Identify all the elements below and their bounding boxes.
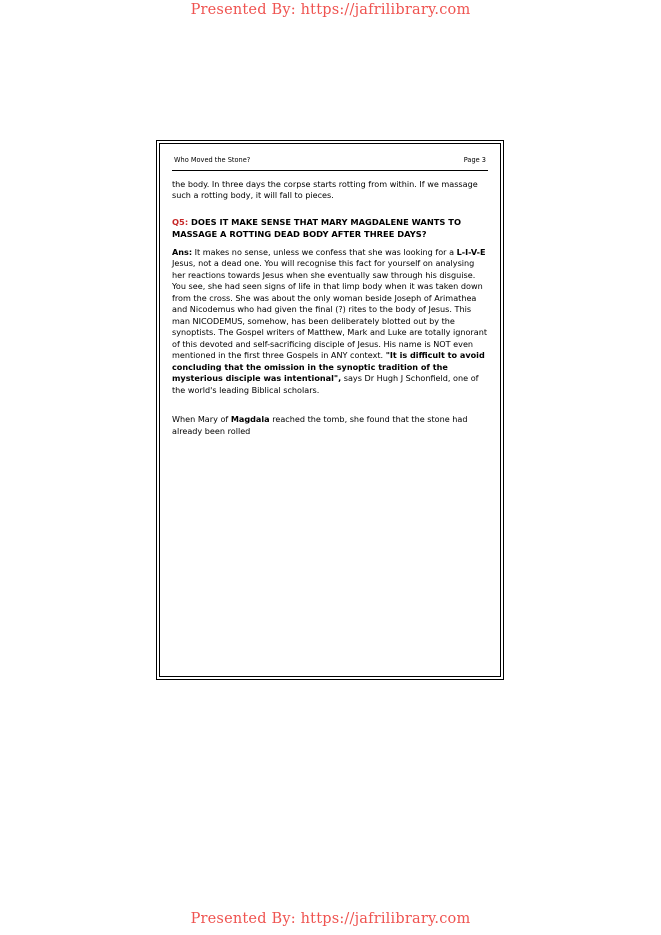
page-header <box>172 154 488 164</box>
watermark-bottom: Presented By: https://jafrilibrary.com <box>190 911 471 927</box>
page-number: Page 3 <box>463 156 486 164</box>
paragraph-spacer <box>172 405 488 414</box>
answer-part-2: Jesus, not a dead one. You will recognise this fact for yourself on analysing her reactions towards Jesus when she eventually saw through his disguise. You see, she had seen signs of life in that limp body when it was taken down from the cross. She was about the only woman beside Joseph of Arimathea and Nicodemus who had given the final (?) rites to the body of Jesus. This man NICODEMUS, somehow, has been deliberately blotted out by the synoptists. The Gospel writers of Matthew, Mark and Luke are totally ignorant of this devoted and self-sacrificing disciple of Jesus. His name is NOT even mentioned in the first three Gospels in ANY context. <box>172 258 488 361</box>
magdala-part-1: When Mary of <box>172 414 231 425</box>
document-page <box>156 140 504 680</box>
watermark-top: Presented By: https://jafrilibrary.com <box>190 2 471 18</box>
page-inner-frame <box>159 143 501 677</box>
question-label: Q5: <box>172 216 189 227</box>
paragraph-intro: the body. In three days the corpse starts rotting from within. If we massage such a rotting body, it will fall to pieces. <box>172 179 478 201</box>
answer-label: Ans: <box>172 247 193 257</box>
question-heading <box>172 216 488 240</box>
header-divider <box>172 170 488 171</box>
answer-part-1: It makes no sense, unless we confess that she was looking for a <box>192 247 457 257</box>
magdala-part-2: reached the tomb, she found that the stone had already been rolled <box>172 414 468 436</box>
page-body <box>172 179 488 437</box>
magdala-emphasis: Magdala <box>230 414 270 425</box>
answer-quote: "It is difficult to avoid concluding that the omission in the synoptic tradition of the mysterious disciple was intentional", <box>172 350 485 384</box>
paragraph-magdala <box>172 414 488 437</box>
answer-paragraph <box>172 247 488 396</box>
answer-part-3: says Dr Hugh J Schonfield, one of the world's leading Biblical scholars. <box>172 373 479 395</box>
question-text: DOES IT MAKE SENSE THAT MARY MAGDALENE WANTS TO MASSAGE A ROTTING DEAD BODY AFTER THREE DAYS? <box>172 216 462 239</box>
document-title: Who Moved the Stone? <box>174 156 251 164</box>
answer-emphasis-live: L-I-V-E <box>456 247 486 257</box>
